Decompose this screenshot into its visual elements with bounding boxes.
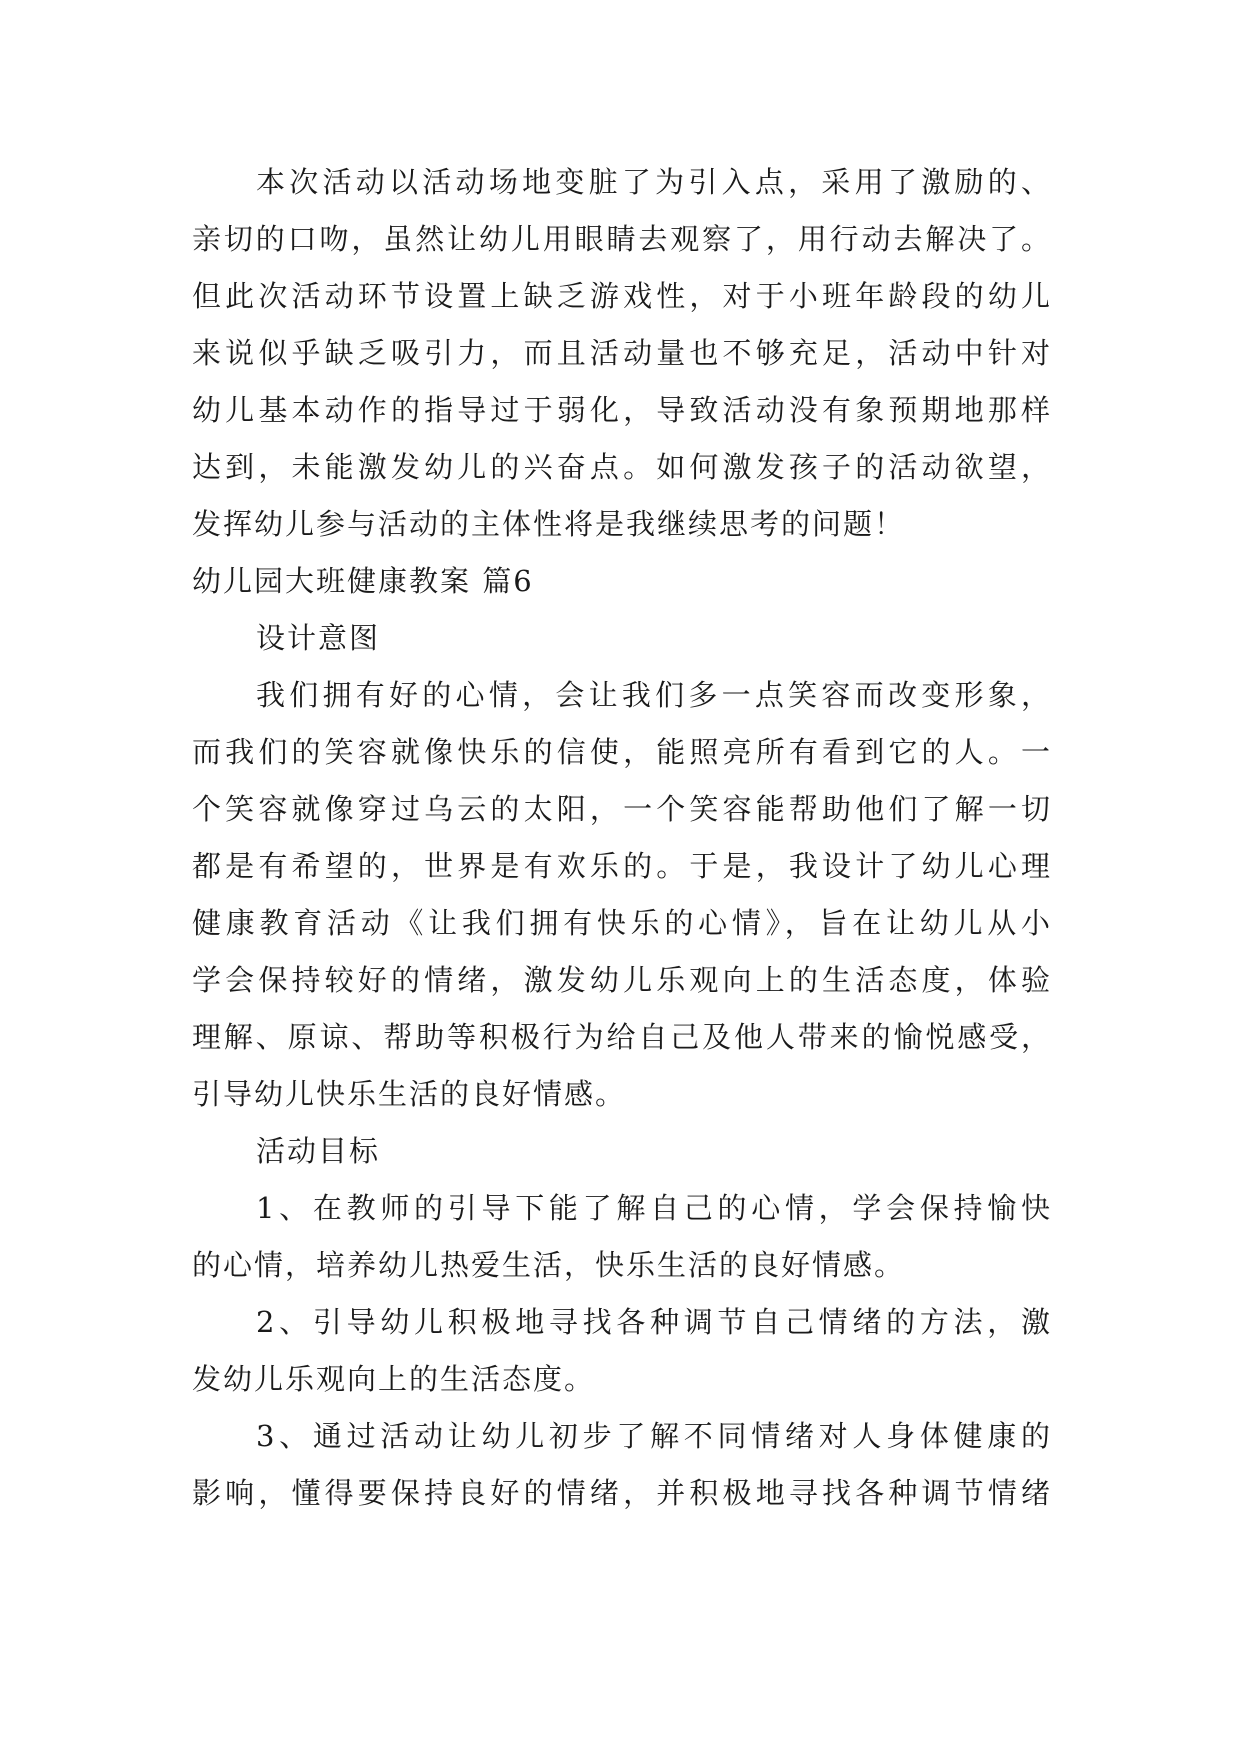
text-line: 本次活动以活动场地变脏了为引入点，采用了激励的、 (256, 165, 1052, 199)
text-line: 我们拥有好的心情，会让我们多一点笑容而改变形象， (256, 678, 1052, 712)
text-line: 引导幼儿快乐生活的良好情感。 (192, 1077, 627, 1111)
text-line: 发幼儿乐观向上的生活态度。 (192, 1362, 596, 1396)
text-line: 发挥幼儿参与活动的主体性将是我继续思考的问题！ (192, 507, 906, 541)
text-line: 幼儿基本动作的指导过于弱化，导致活动没有象预期地那样 (192, 393, 1052, 427)
text-line: 影响，懂得要保持良好的情绪，并积极地寻找各种调节情绪 (192, 1476, 1052, 1510)
subheading-design-intent: 设计意图 (256, 621, 381, 655)
text-line: 而我们的笑容就像快乐的信使，能照亮所有看到它的人。一 (192, 735, 1052, 769)
paragraph-design-intent (192, 667, 1052, 1123)
text-line: 达到，未能激发幼儿的兴奋点。如何激发孩子的活动欲望， (192, 450, 1052, 484)
document-body (192, 154, 1052, 1522)
text-line: 学会保持较好的情绪，激发幼儿乐观向上的生活态度，体验 (192, 963, 1052, 997)
text-line: 理解、原谅、帮助等积极行为给自己及他人带来的愉悦感受， (192, 1020, 1052, 1054)
text-line: 来说似乎缺乏吸引力，而且活动量也不够充足，活动中针对 (192, 336, 1052, 370)
text-line: 但此次活动环节设置上缺乏游戏性，对于小班年龄段的幼儿 (192, 279, 1052, 313)
text-line: 都是有希望的，世界是有欢乐的。于是，我设计了幼儿心理 (192, 849, 1052, 883)
subheading-goals: 活动目标 (256, 1134, 381, 1168)
text-line: 个笑容就像穿过乌云的太阳，一个笑容能帮助他们了解一切 (192, 792, 1052, 826)
text-line: 的心情，培养幼儿热爱生活，快乐生活的良好情感。 (192, 1248, 906, 1282)
section-heading: 幼儿园大班健康教案 篇6 (192, 564, 534, 598)
text-line: 1、在教师的引导下能了解自己的心情，学会保持愉快 (256, 1191, 1052, 1225)
text-line: 健康教育活动《让我们拥有快乐的心情》，旨在让幼儿从小 (192, 906, 1052, 940)
text-line: 2、引导幼儿积极地寻找各种调节自己情绪的方法，激 (256, 1305, 1052, 1339)
text-line: 亲切的口吻，虽然让幼儿用眼睛去观察了，用行动去解决了。 (192, 222, 1052, 256)
paragraph-reflection (192, 154, 1052, 553)
goal-item-2 (192, 1294, 1052, 1408)
goal-item-3 (192, 1408, 1052, 1522)
text-line: 3、通过活动让幼儿初步了解不同情绪对人身体健康的 (256, 1419, 1052, 1453)
goal-item-1 (192, 1180, 1052, 1294)
